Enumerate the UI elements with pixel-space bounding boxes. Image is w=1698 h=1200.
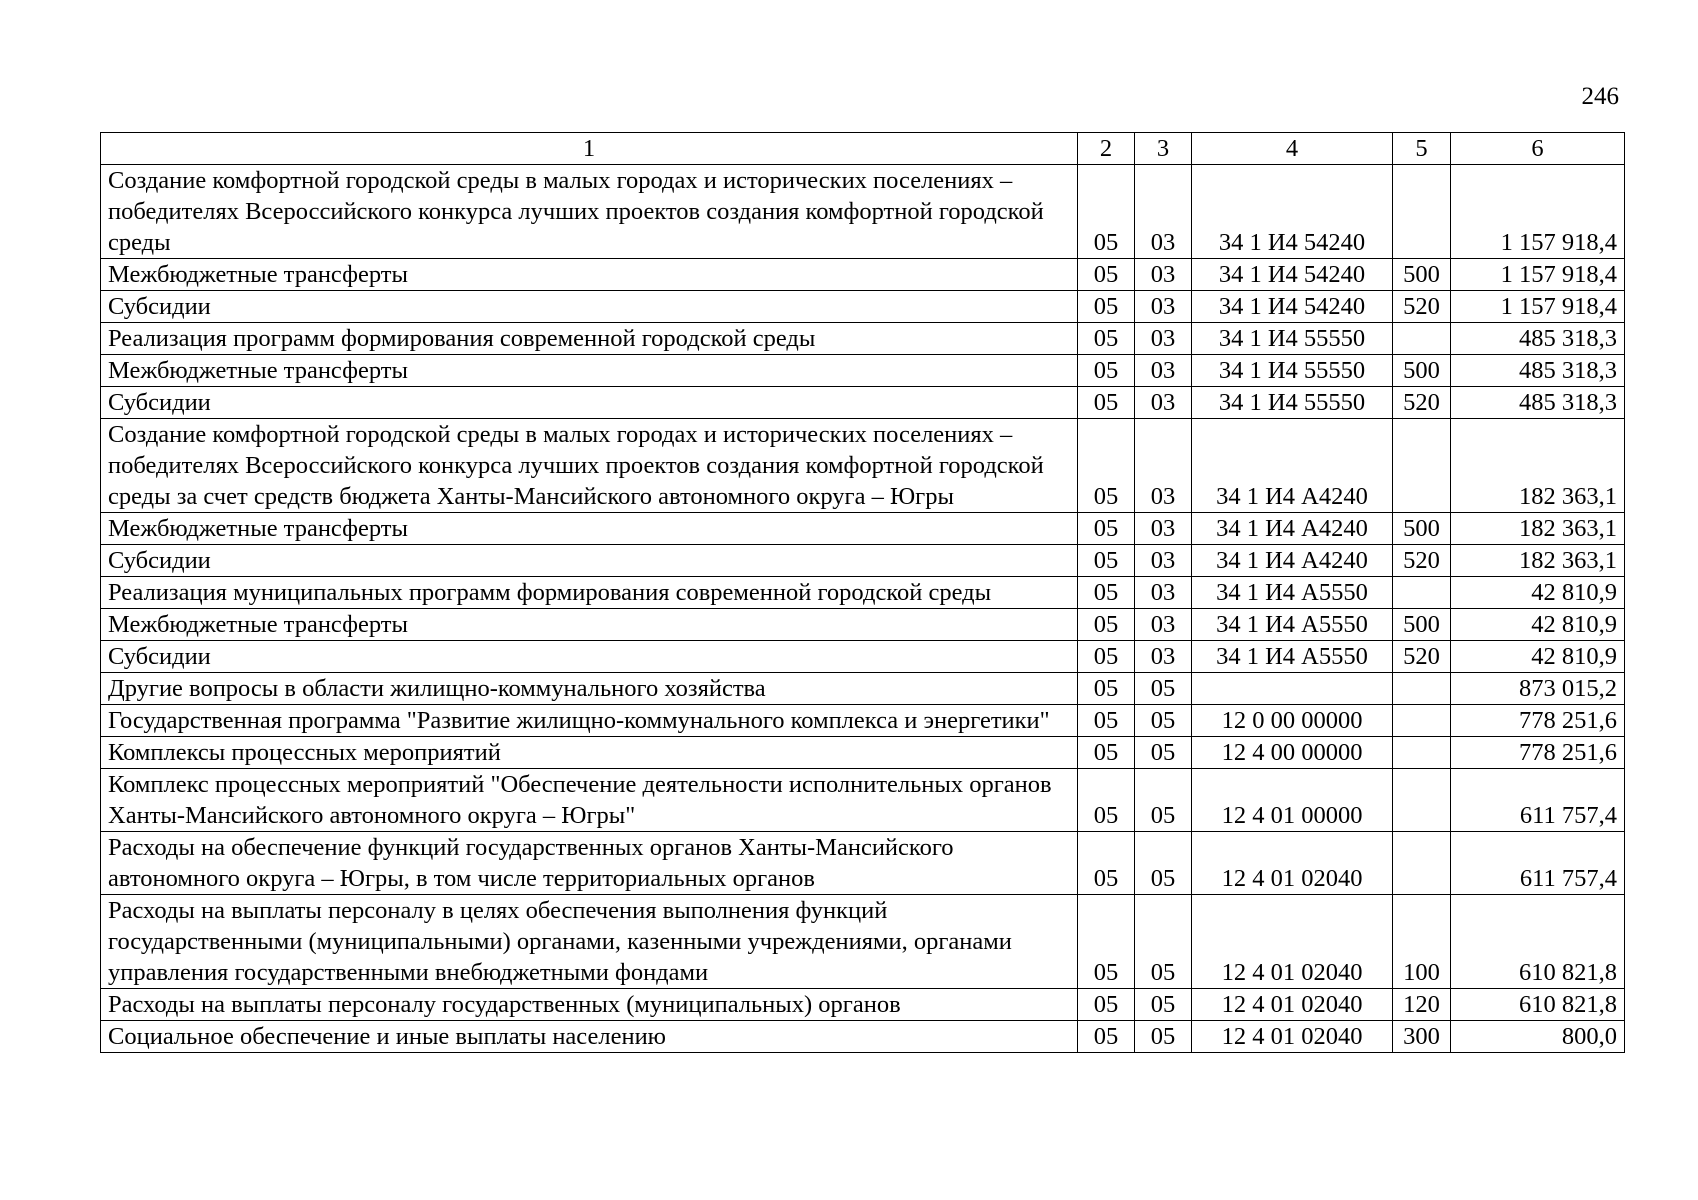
page-number: 246	[1581, 83, 1619, 110]
amount: 610 821,8	[1451, 989, 1625, 1021]
target-article-code: 12 4 01 00000	[1192, 769, 1393, 832]
item-name: Расходы на обеспечение функций государственных органов Ханты-Мансийского автономного округа – Югры, в том числе территориальных органов	[101, 832, 1078, 895]
amount: 42 810,9	[1451, 641, 1625, 673]
table-row	[101, 895, 1625, 989]
table-row	[101, 769, 1625, 832]
item-name: Субсидии	[101, 641, 1078, 673]
item-name: Межбюджетные трансферты	[101, 259, 1078, 291]
amount: 182 363,1	[1451, 513, 1625, 545]
table-row	[101, 387, 1625, 419]
section-code: 05	[1078, 577, 1135, 609]
section-code: 05	[1078, 1021, 1135, 1053]
item-name: Комплексы процессных мероприятий	[101, 737, 1078, 769]
section-code: 05	[1078, 387, 1135, 419]
expense-type-code	[1393, 832, 1451, 895]
expense-type-code: 500	[1393, 609, 1451, 641]
expense-type-code: 520	[1393, 641, 1451, 673]
subsection-code: 03	[1135, 165, 1192, 259]
section-code: 05	[1078, 832, 1135, 895]
amount: 611 757,4	[1451, 832, 1625, 895]
table-row	[101, 323, 1625, 355]
subsection-code: 03	[1135, 259, 1192, 291]
amount: 485 318,3	[1451, 323, 1625, 355]
table-row	[101, 577, 1625, 609]
subsection-code: 03	[1135, 291, 1192, 323]
target-article-code: 34 1 И4 А5550	[1192, 641, 1393, 673]
table-row	[101, 355, 1625, 387]
amount: 485 318,3	[1451, 387, 1625, 419]
target-article-code: 34 1 И4 54240	[1192, 165, 1393, 259]
expense-type-code	[1393, 323, 1451, 355]
expense-type-code	[1393, 737, 1451, 769]
subsection-code: 03	[1135, 609, 1192, 641]
amount: 1 157 918,4	[1451, 259, 1625, 291]
target-article-code: 34 1 И4 А4240	[1192, 545, 1393, 577]
item-name: Субсидии	[101, 545, 1078, 577]
expense-type-code	[1393, 705, 1451, 737]
subsection-code: 05	[1135, 769, 1192, 832]
expense-type-code: 100	[1393, 895, 1451, 989]
expense-type-code: 500	[1393, 513, 1451, 545]
section-code: 05	[1078, 323, 1135, 355]
table-row	[101, 545, 1625, 577]
table-row	[101, 259, 1625, 291]
target-article-code	[1192, 673, 1393, 705]
target-article-code: 12 0 00 00000	[1192, 705, 1393, 737]
expense-type-code: 300	[1393, 1021, 1451, 1053]
section-code: 05	[1078, 419, 1135, 513]
expense-type-code	[1393, 769, 1451, 832]
expense-type-code: 500	[1393, 355, 1451, 387]
amount: 800,0	[1451, 1021, 1625, 1053]
section-code: 05	[1078, 259, 1135, 291]
header-row	[101, 133, 1625, 165]
item-name: Создание комфортной городской среды в малых городах и исторических поселениях – победителях Всероссийского конкурса лучших проектов создания комфортной городской среды за счет средств бюджета Ханты-Мансийского автономного округа – Югры	[101, 419, 1078, 513]
item-name: Другие вопросы в области жилищно-коммунального хозяйства	[101, 673, 1078, 705]
section-code: 05	[1078, 545, 1135, 577]
subsection-code: 05	[1135, 895, 1192, 989]
header-col-2: 2	[1078, 133, 1135, 165]
item-name: Межбюджетные трансферты	[101, 609, 1078, 641]
item-name: Реализация программ формирования современной городской среды	[101, 323, 1078, 355]
target-article-code: 34 1 И4 55550	[1192, 387, 1393, 419]
subsection-code: 03	[1135, 419, 1192, 513]
target-article-code: 12 4 00 00000	[1192, 737, 1393, 769]
header-col-3: 3	[1135, 133, 1192, 165]
item-name: Межбюджетные трансферты	[101, 513, 1078, 545]
subsection-code: 03	[1135, 387, 1192, 419]
section-code: 05	[1078, 673, 1135, 705]
expense-type-code	[1393, 577, 1451, 609]
subsection-code: 05	[1135, 1021, 1192, 1053]
section-code: 05	[1078, 989, 1135, 1021]
target-article-code: 12 4 01 02040	[1192, 989, 1393, 1021]
table-row	[101, 832, 1625, 895]
target-article-code: 12 4 01 02040	[1192, 832, 1393, 895]
expense-type-code: 520	[1393, 291, 1451, 323]
subsection-code: 03	[1135, 641, 1192, 673]
section-code: 05	[1078, 641, 1135, 673]
item-name: Комплекс процессных мероприятий "Обеспечение деятельности исполнительных органов Ханты-Мансийского автономного округа – Югры"	[101, 769, 1078, 832]
table-row	[101, 609, 1625, 641]
subsection-code: 03	[1135, 577, 1192, 609]
amount: 42 810,9	[1451, 577, 1625, 609]
target-article-code: 34 1 И4 54240	[1192, 259, 1393, 291]
expense-type-code: 520	[1393, 387, 1451, 419]
target-article-code: 34 1 И4 55550	[1192, 323, 1393, 355]
subsection-code: 05	[1135, 832, 1192, 895]
subsection-code: 03	[1135, 355, 1192, 387]
target-article-code: 34 1 И4 А5550	[1192, 609, 1393, 641]
target-article-code: 34 1 И4 А4240	[1192, 419, 1393, 513]
target-article-code: 34 1 И4 А5550	[1192, 577, 1393, 609]
section-code: 05	[1078, 291, 1135, 323]
amount: 485 318,3	[1451, 355, 1625, 387]
expense-type-code: 120	[1393, 989, 1451, 1021]
item-name: Создание комфортной городской среды в малых городах и исторических поселениях – победителях Всероссийского конкурса лучших проектов создания комфортной городской среды	[101, 165, 1078, 259]
table-row	[101, 513, 1625, 545]
section-code: 05	[1078, 609, 1135, 641]
item-name: Субсидии	[101, 291, 1078, 323]
amount: 610 821,8	[1451, 895, 1625, 989]
amount: 873 015,2	[1451, 673, 1625, 705]
target-article-code: 34 1 И4 55550	[1192, 355, 1393, 387]
amount: 611 757,4	[1451, 769, 1625, 832]
amount: 778 251,6	[1451, 705, 1625, 737]
table-body	[101, 165, 1625, 1053]
subsection-code: 03	[1135, 545, 1192, 577]
subsection-code: 05	[1135, 705, 1192, 737]
table-row	[101, 165, 1625, 259]
subsection-code: 03	[1135, 513, 1192, 545]
subsection-code: 05	[1135, 737, 1192, 769]
expense-type-code	[1393, 165, 1451, 259]
table-row	[101, 419, 1625, 513]
table-row	[101, 673, 1625, 705]
target-article-code: 12 4 01 02040	[1192, 895, 1393, 989]
table-row	[101, 989, 1625, 1021]
table-row	[101, 737, 1625, 769]
section-code: 05	[1078, 737, 1135, 769]
item-name: Государственная программа "Развитие жилищно-коммунального комплекса и энергетики"	[101, 705, 1078, 737]
header-col-1: 1	[101, 133, 1078, 165]
item-name: Субсидии	[101, 387, 1078, 419]
item-name: Реализация муниципальных программ формирования современной городской среды	[101, 577, 1078, 609]
expense-type-code	[1393, 419, 1451, 513]
expense-type-code	[1393, 673, 1451, 705]
header-col-5: 5	[1393, 133, 1451, 165]
table-row	[101, 705, 1625, 737]
amount: 1 157 918,4	[1451, 165, 1625, 259]
target-article-code: 12 4 01 02040	[1192, 1021, 1393, 1053]
item-name: Межбюджетные трансферты	[101, 355, 1078, 387]
section-code: 05	[1078, 513, 1135, 545]
amount: 182 363,1	[1451, 419, 1625, 513]
amount: 182 363,1	[1451, 545, 1625, 577]
section-code: 05	[1078, 355, 1135, 387]
item-name: Социальное обеспечение и иные выплаты населению	[101, 1021, 1078, 1053]
header-col-4: 4	[1192, 133, 1393, 165]
item-name: Расходы на выплаты персоналу государственных (муниципальных) органов	[101, 989, 1078, 1021]
header-col-6: 6	[1451, 133, 1625, 165]
subsection-code: 05	[1135, 989, 1192, 1021]
table-header	[101, 133, 1625, 165]
amount: 42 810,9	[1451, 609, 1625, 641]
table-row	[101, 291, 1625, 323]
target-article-code: 34 1 И4 А4240	[1192, 513, 1393, 545]
table-row	[101, 1021, 1625, 1053]
amount: 1 157 918,4	[1451, 291, 1625, 323]
expense-type-code: 500	[1393, 259, 1451, 291]
subsection-code: 03	[1135, 323, 1192, 355]
table-row	[101, 641, 1625, 673]
expense-type-code: 520	[1393, 545, 1451, 577]
section-code: 05	[1078, 705, 1135, 737]
item-name: Расходы на выплаты персоналу в целях обеспечения выполнения функций государственными (муниципальными) органами, казенными учреждениями, органами управления государственными внебюджетными фондами	[101, 895, 1078, 989]
target-article-code: 34 1 И4 54240	[1192, 291, 1393, 323]
subsection-code: 05	[1135, 673, 1192, 705]
amount: 778 251,6	[1451, 737, 1625, 769]
section-code: 05	[1078, 165, 1135, 259]
section-code: 05	[1078, 895, 1135, 989]
budget-table	[100, 132, 1625, 1053]
section-code: 05	[1078, 769, 1135, 832]
